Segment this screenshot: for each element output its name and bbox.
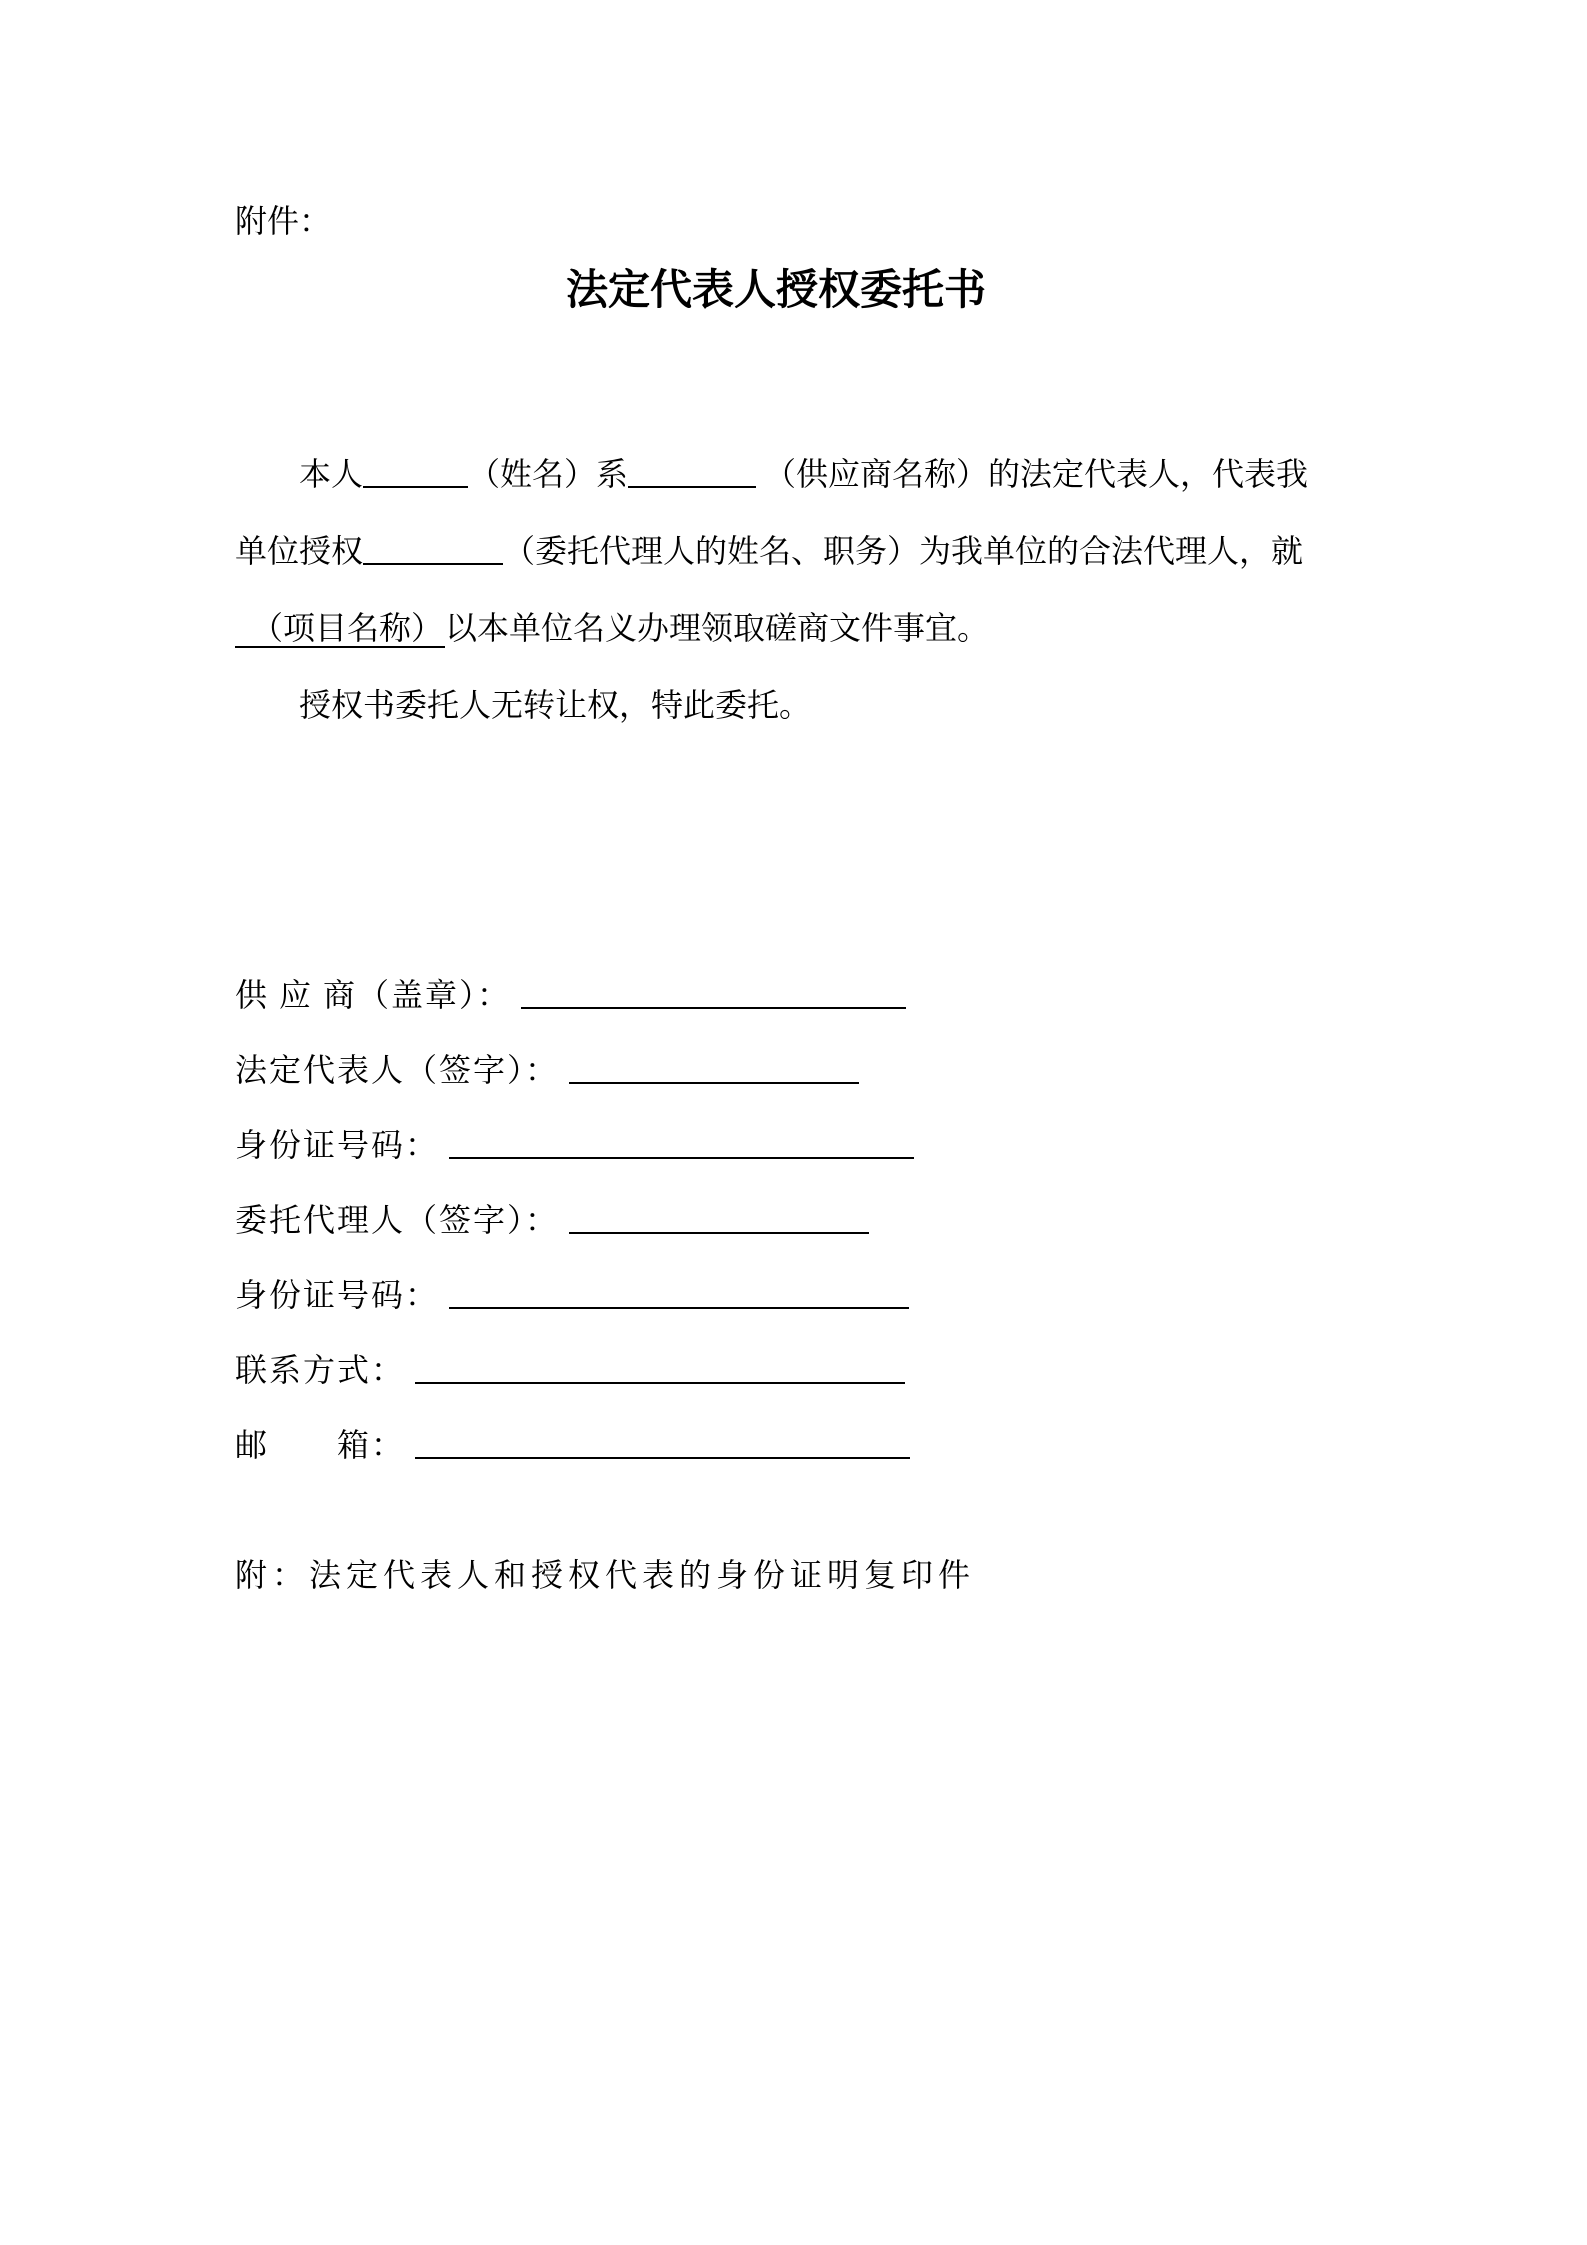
body-line-2-seg-2: （委托代理人的姓名、职务）为我单位的合法代理人，就	[503, 533, 1304, 569]
id-number-2-blank-underline	[449, 1277, 909, 1309]
attachment-label: 附件：	[235, 203, 332, 239]
field-row-agent-signature	[235, 1183, 1357, 1258]
body-line-2-seg-1: 单位授权	[235, 533, 364, 569]
body-paragraph-2: 授权书委托人无转让权，特此委托。	[299, 687, 812, 723]
signature-fields	[235, 958, 1357, 1483]
agent-signature-label: 委托代理人（签字）：	[235, 1202, 560, 1238]
email-blank-underline	[415, 1427, 910, 1459]
field-row-supplier-seal	[235, 958, 1357, 1033]
field-row-id-number-2	[235, 1258, 1357, 1333]
supplier-blank-underline	[628, 456, 756, 488]
agent-blank-underline	[363, 533, 503, 565]
field-row-id-number-1	[235, 1108, 1357, 1183]
attachment-note: 附：法定代表人和授权代表的身份证明复印件	[235, 1557, 976, 1593]
field-row-contact	[235, 1333, 1357, 1408]
body-line-2	[235, 513, 1357, 590]
body-line-1	[235, 436, 1357, 513]
document-title: 法定代表人授权委托书	[565, 268, 986, 314]
field-row-legal-rep-signature	[235, 1033, 1357, 1108]
name-blank-underline	[363, 456, 468, 488]
legal-rep-signature-label: 法定代表人（签字）：	[235, 1052, 560, 1088]
body-paragraph	[235, 436, 1357, 667]
id-number-1-label: 身份证号码：	[235, 1127, 440, 1163]
body-line-3-rest: 以本单位名义办理领取磋商文件事宜。	[445, 610, 990, 646]
id-number-1-blank-underline	[449, 1127, 914, 1159]
body-line-1-seg-2: （姓名）系	[468, 456, 629, 492]
supplier-seal-blank-underline	[521, 977, 906, 1009]
contact-blank-underline	[415, 1352, 905, 1384]
field-row-email	[235, 1408, 1357, 1483]
body-line-1-seg-1: 本人	[299, 456, 364, 492]
contact-label: 联系方式：	[235, 1352, 406, 1388]
body-line-3	[235, 590, 1357, 667]
supplier-seal-label: 供 应 商（盖章）：	[235, 977, 512, 1013]
id-number-2-label: 身份证号码：	[235, 1277, 440, 1313]
legal-rep-signature-blank-underline	[569, 1052, 859, 1084]
email-label: 邮 箱：	[235, 1427, 406, 1463]
body-line-1-seg-3: （供应商名称）的法定代表人，代表我	[764, 456, 1309, 492]
project-name-underlined: （项目名称）	[235, 610, 445, 648]
agent-signature-blank-underline	[569, 1202, 869, 1234]
